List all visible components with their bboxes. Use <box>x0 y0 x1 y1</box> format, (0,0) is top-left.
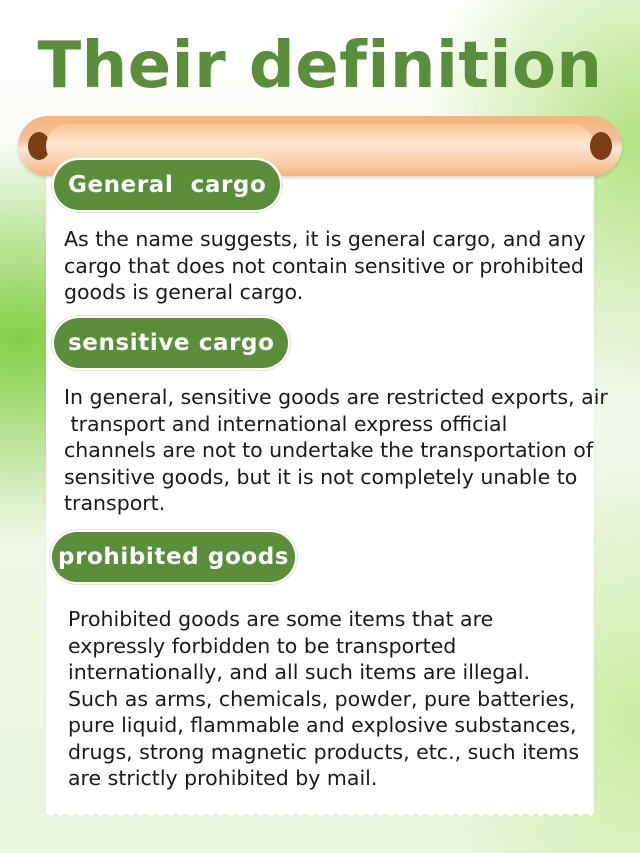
prohibited-goods-heading: prohibited goods <box>52 532 295 582</box>
scroll-paper-torn-edge <box>46 812 594 822</box>
general-cargo-heading: General cargo <box>54 160 280 210</box>
prohibited-goods-text: Prohibited goods are some items that are expressly forbidden to be transported internationally, and all such items are illegal. Such as arms, chemicals, powder, pure batteries, pure liquid, flammable and explosive substances, drugs, strong magnetic products, etc., such items are strictly prohibited by mail. <box>68 607 580 790</box>
sensitive-cargo-heading: sensitive cargo <box>54 318 288 368</box>
general-cargo-text: As the name suggests, it is general cargo, and any cargo that does not contain sensitive or prohibited goods is general cargo. <box>64 227 586 304</box>
scroll-rod-right-cap <box>590 132 612 160</box>
sensitive-cargo-text: In general, sensitive goods are restricted exports, air transport and international express official channels are not to undertake the transportation of sensitive goods, but it is not completely unable to transport. <box>64 385 608 515</box>
page-title: Their definition <box>37 29 603 103</box>
